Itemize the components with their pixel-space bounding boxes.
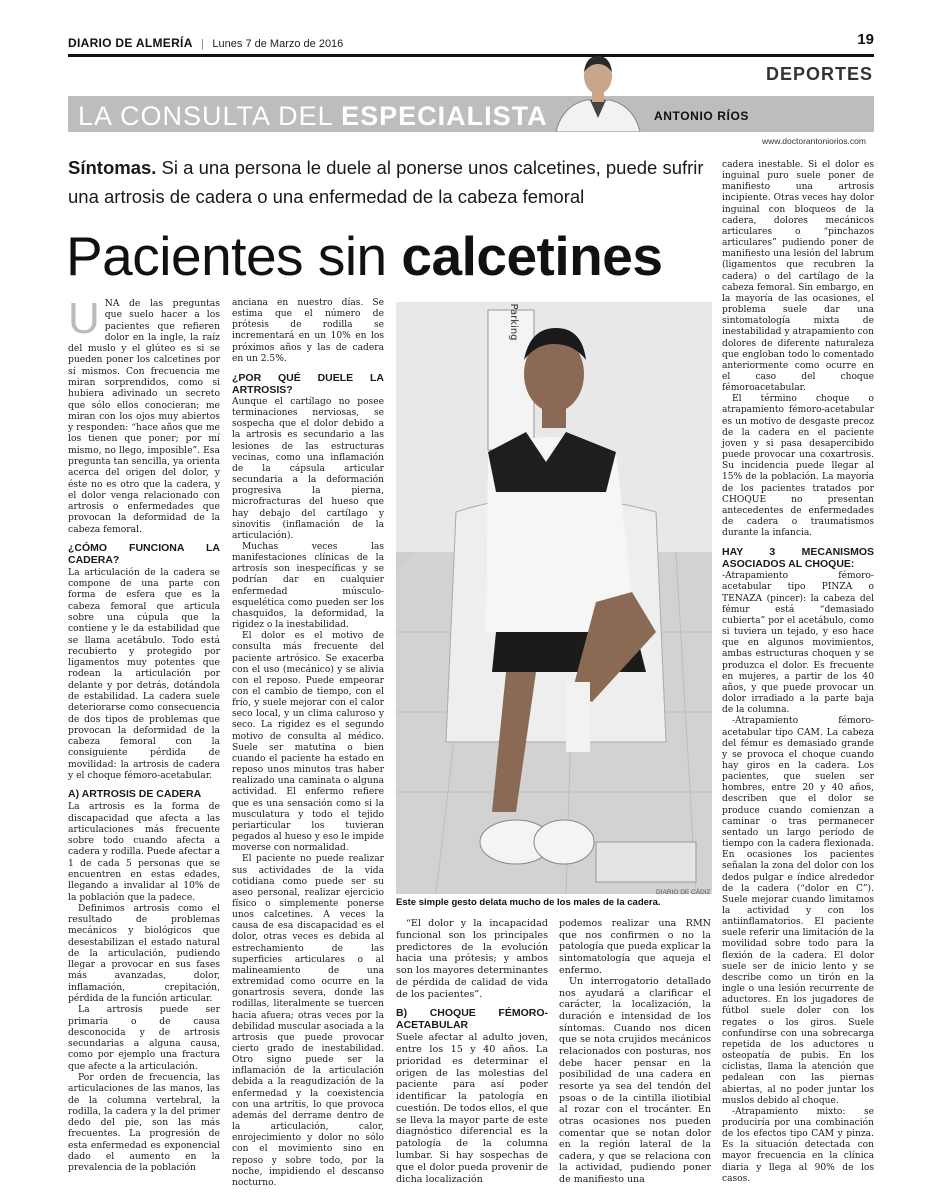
headline [66, 226, 662, 286]
paragraph: El paciente no puede realizar sus actividades de la vida cotidiana como puede ser su aseo personal, realizar ejercicio físico o simplemente ponerse unos calcetines. A veces la causa de esa discapacidad es el dolor, otras veces es debida al estrechamiento de las superficies articulares o al malineamiento de una extremidad como ocurre en la gonartrosis severa, donde las rodillas, literalmente se tuercen hacia afuera; otras veces por la debilidad muscular asociada a la artrosis que puede provocar cierto grado de inestabilidad. Otro signo puede ser la inflamación de la articulación debida a la reagudización de la enfermedad y la coexistencia con una artritis, lo que provoca además del derrame dentro de la articulación, calor, enrojecimiento y dolor no sólo con el movimiento sino en reposo y sobre todo, por la noche, impidiendo el descanso nocturno. [232, 854, 384, 1188]
column-1 [68, 294, 220, 1174]
paragraph: Suele afectar al adulto joven, entre los 15 y 40 años. La prioridad es determinar el origen de las molestias del paciente para así poder identificar la patología en cuestión. De todos ellos, el que se lleva la mayor parte de este diagnóstico diferencial es la patología de la columna lumbar. Si hay sospechas de que el dolor pueda provenir de dicha localización [396, 1032, 548, 1185]
column-5 [722, 160, 874, 1185]
paragraph: Definimos artrosis como el resultado de problemas mecánicos y biológicos que desestabilizan el estado natural de la articulación, pudiendo llegar a provocar en sus fases más avanzadas, dolor, inflamación, crepitación, pérdida de la función articular. [68, 902, 220, 1005]
paragraph: El término choque o atrapamiento fémoro-acetabular es un motivo de desgaste precoz de la cadera en el paciente joven y si pasa desapercibido puede provocar una coxartrosis. Su incidencia puede llegar al 15% de la población. La mayoría de los pacientes tratados por CHOQUE no presentan antecedentes de enfermedades de cadera o traumatismos durante la infancia. [722, 394, 874, 539]
paragraph: -Atrapamiento mixto: se produciría por una combinación de los efectos tipo CAM y pinza. Es la situación detectada con mayor frecuencia en la clínica diaria y llega al 90% de los casos. [722, 1106, 874, 1184]
photo-credit: DIARIO DE CÁDIZ [656, 889, 711, 896]
column-title-light: LA CONSULTA DEL [78, 101, 342, 131]
paragraph: La artrosis es la forma de discapacidad que afecta a las articulaciones más frecuente sobre todo cuando afecta a cadera y rodilla. Puede afectar a 1 de cada 5 personas que se encuentren en estas edades, llegando a invalidar al 10% de la población que la padece. [68, 801, 220, 903]
issue-date: Lunes 7 de Marzo de 2016 [212, 38, 344, 50]
headline-light: Pacientes sin [66, 225, 402, 287]
headline-bold: calcetines [401, 225, 663, 287]
paragraph: UNA de las preguntas que suelo hacer a los pacientes que refieren dolor en la ingle, la raíz del muslo y el glúteo es si se pueden poner los calcetines por sí mismos. Con frecuencia me miran sorprendidos, como si hubiera adivinado un secreto que sólo ellos conocieran; me miran con los ojos muy abiertos y responden: “hace años que me los tienen que poner; por mí mismo, no llego, imposible”. Esa pregunta tan sencilla, ya orienta acerca del origen del dolor, y éste no es otro que la cadera, y el dolor venga relacionado con artrosis o enfermedades que provocan la deformidad de la cabeza femoral. [68, 294, 220, 535]
paragraph: anciana en nuestro días. Se estima que el número de prótesis de rodilla se incrementará en un 10% en los próximos años y las de cadera en un 2.5%. [232, 298, 384, 364]
author-name: ANTONIO RÍOS [654, 109, 749, 123]
paragraph: -Atrapamiento fémoro-acetabular tipo PINZA o TENAZA (pincer): la cabeza del fémur está “demasiado cubierta” por el acetábulo, como si tuviera un tejado, y eso hace que en algunos movimientos, ambas estructuras choquen y se produzca el dolor. Es frecuente en mujeres, a partir de los 40 años, y que puede provocar un dolor irradiado a la parte baja de la columna. [722, 571, 874, 716]
paragraph: “El dolor y la incapacidad funcional son los principales predictores de la evolución hacia una prótesis; y ambos son los mayores determinantes de pérdida de calidad de vida de los pacientes”. [396, 918, 548, 1000]
column-4 [559, 918, 711, 1186]
kicker [68, 153, 708, 211]
paragraph: -Atrapamiento fémoro-acetabular tipo CAM. La cabeza del fémur es demasiado grande y se provoca el choque cuando hay giros en la cadera. Los pacientes, que suelen ser hombres, entre 20 y 40 años, describen que el dolor se produce cuando comienzan a caminar o tras permanecer sentado un largo período de tiempo con la cadera flexionada. En ocasiones los pacientes señalan la zona del dolor con los dedos pulgar e índice alrededor de la cadera (“dolor en C”). Suele mejorar cuando limitamos la actividad y con los antiinflamatorios. El paciente suele referir una limitación de la movilidad sobre todo para la flexión de la cadera. El dolor suele ser de inicio lento y se describe como un tirón en la ingle o una lesión recurrente de aductores. En los jugadores de fútbol suele doler con los regates o los giros. Suele confundirse con una sobrecarga repetida de los aductores u osteopatía de pubis. En los ciclistas, llama la atención que pedalean con las piernas abiertas, al no poder juntar los muslos debido al choque. [722, 716, 874, 1106]
paragraph: Muchas veces las manifestaciones clínicas de la artrosis son inespecíficas y se podrían dar en cualquier enfermedad músculo-esquelética como pueden ser los chasquidos, la deformidad, la rigidez o la inestabilidad. [232, 541, 384, 631]
header-separator: | [201, 38, 204, 50]
page-header [68, 31, 874, 54]
subheading: A) ARTROSIS DE CADERA [68, 788, 202, 801]
column-3 [396, 918, 548, 1185]
newspaper-name: DIARIO DE ALMERÍA [68, 36, 193, 50]
article-photo [396, 302, 712, 894]
paragraph: podemos realizar una RMN que nos confirmen o no la patología que pueda explicar la sintomatología que aqueja el enfermo. [559, 918, 711, 976]
subheading: ¿CÓMO FUNCIONA LA CADERA? [68, 541, 220, 566]
paragraph: Un interrogatorio detallado nos ayudará a clarificar el carácter, la localización, la duración e intensidad de los síntomas. Cuando nos dicen que se nota crujidos mecánicos relacionados con posturas, nos debe hacer pensar en la posibilidad de una cadera en resorte ya sea del tendón del psoas o de la cintilla iliotibial al rozar con el trocánter. En otras ocasiones nos pueden comentar que se notan dolor en la región lateral de la cadera, y que se relaciona con la actividad, pudiendo poner de manifiesto una [559, 976, 711, 1186]
paragraph: cadera inestable. Si el dolor es inguinal puro suele poner de manifiesto una artrosis incipiente. Otras veces hay dolor inguinal con bloqueos de la cadera, dolores mecánicos articulares o “pinchazos articulares” pudiendo poner de manifiesto una lesión del labrum (ligamentos que recubren la cadera) o del cartílago de la cabeza femoral. Sin embargo, en la mayoría de las ocasiones, el problema suele dar una sintomatología mixta de inestabilidad y atrapamiento con dolores de diferente naturaleza que engloban todo lo comentado anteriormente como ocurre en el caso del choque fémoroacetabular. [722, 160, 874, 394]
paragraph: El dolor es el motivo de consulta más frecuente del paciente artrósico. Se exacerba con el uso (mecánico) y se alivia con el reposo. Puede empeorar con el cambio de tiempo, con el frío, y suele mejorar con el calor seco local, y un clima caluroso y seco. La rigidez es el segundo motivo de consulta al médico. Suele ser matutina o bien cuando el paciente ha estado en reposo unos minutos tras haber realizado una caminata o alguna actividad. El enfermo refiere que es una sensación como si la musculatura y todo el tejido periarticular los tuvieran pegados al hueso y eso le impide moverse con normalidad. [232, 631, 384, 854]
subheading: HAY 3 MECANISMOS ASOCIADOS AL CHOQUE: [722, 546, 874, 571]
section-label: DEPORTES [766, 64, 874, 84]
column-2 [232, 298, 384, 1189]
author-website[interactable]: www.doctorantoniorios.com [762, 136, 866, 146]
paragraph: La artrosis puede ser primaria o de causa desconocida y de artrosis secundarias a alguna causa, como por ejemplo una fractura que afecte a la articulación. [68, 1004, 220, 1072]
paragraph: La articulación de la cadera se compone de una parte con forma de esfera que es la cabeza femoral que articula sobre una cúpula que la contiene y le da estabilidad que se llama acetábulo. Todo está recubierto y protegido por ligamentos muy potentes que rodean la articulación por delante y por detrás, dotándola de estabilidad. La cadera suele deteriorarse como consecuencia de dos tipos de problemas que provocan la deformidad de la cabeza femoral con la consiguiente pérdida de movilidad: la artrosis de cadera y el choque fémoro-acetabular. [68, 566, 220, 781]
photo-caption: Este simple gesto delata mucho de los males de la cadera. [396, 897, 661, 908]
subheading: ¿POR QUÉ DUELE LA ARTROSIS? [232, 371, 384, 396]
paragraph: Por orden de frecuencia, las articulaciones de las manos, las de la columna vertebral, la rodilla, la cadera y la del primer dedo del pie, son las más frecuentes. La progresión de esta enfermedad es exponencial dado el aumento en la prevalencia de la población [68, 1072, 220, 1174]
kicker-text: Si a una persona le duele al ponerse unos calcetines, puede sufrir una artrosis de cadera o una enfermedad de la cabeza femoral [68, 157, 704, 207]
paragraph: Aunque el cartílago no posee terminaciones nerviosas, se sospecha que el dolor debido a la artrosis es secundario a las lesiones de las estructuras vecinas, como una inflamación de la cápsula articular secundaria a la deformación progresiva la pierna, microfracturas del hueso que hay debajo del cartílago y sinovitis (inflamación de la articulación). [232, 396, 384, 541]
kicker-label: Síntomas. [68, 157, 157, 178]
column-title [78, 101, 548, 132]
svg-text:Parking: Parking [508, 303, 519, 341]
header-rule [68, 54, 874, 57]
page-number: 19 [857, 31, 874, 48]
author-portrait [548, 46, 648, 132]
column-title-bold: ESPECIALISTA [341, 101, 548, 131]
drop-cap: U [68, 294, 100, 343]
subheading: B) CHOQUE FÉMORO-ACETABULAR [396, 1007, 548, 1032]
